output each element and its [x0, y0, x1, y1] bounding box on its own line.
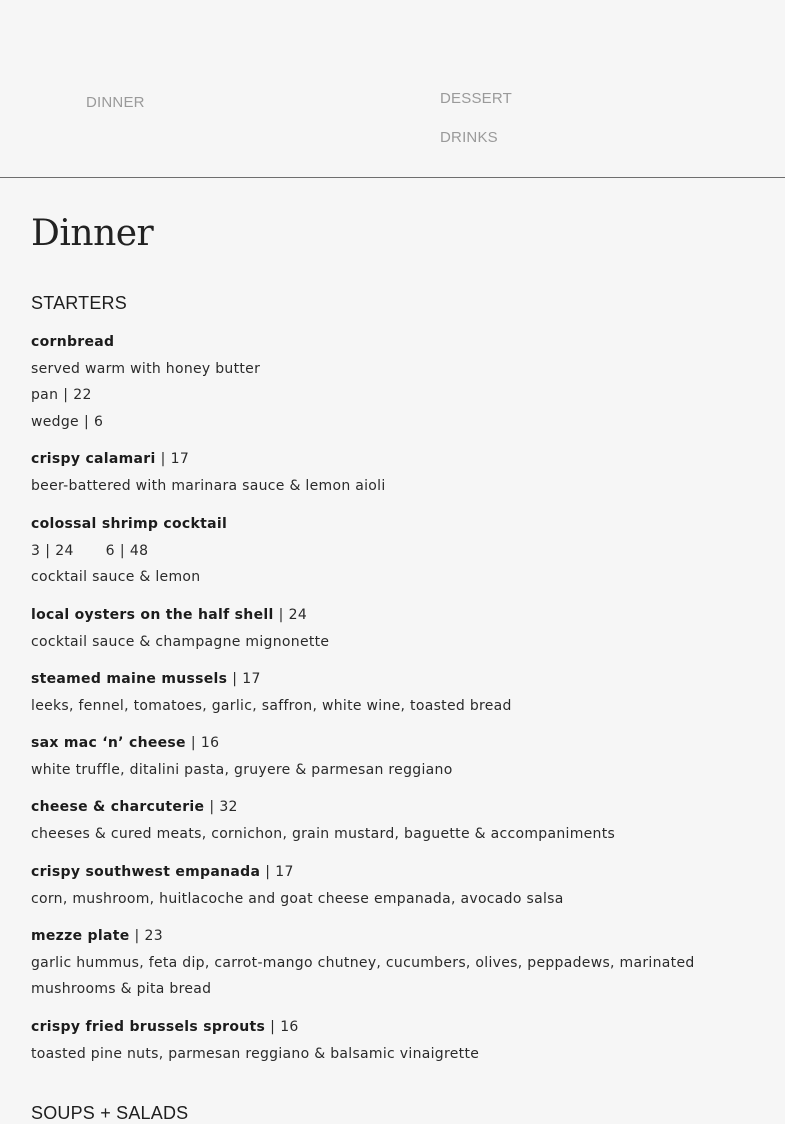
- item-name: local oysters on the half shell: [31, 607, 274, 623]
- item-option-pan: pan | 22: [31, 387, 92, 403]
- menu-navigation: [0, 0, 785, 178]
- nav-link-drinks[interactable]: DRINKS: [440, 129, 498, 146]
- item-description: garlic hummus, feta dip, carrot-mango chutney, cucumbers, olives, peppadews, marinated mushrooms & pita bread: [31, 954, 695, 997]
- nav-link-dinner[interactable]: DINNER: [86, 94, 145, 111]
- nav-link-dessert[interactable]: DESSERT: [440, 90, 512, 107]
- item-description: toasted pine nuts, parmesan reggiano & balsamic vinaigrette: [31, 1045, 480, 1062]
- menu-item-mac-n-cheese: sax mac ‘n’ cheese | 16 white truffle, ditalini pasta, gruyere & parmesan reggiano: [31, 730, 751, 783]
- item-name: crispy southwest empanada: [31, 864, 261, 880]
- item-prices: 3 | 24 6 | 48: [31, 542, 149, 559]
- item-price: 17: [275, 864, 294, 880]
- menu-item-calamari: crispy calamari | 17 beer-battered with marinara sauce & lemon aioli: [31, 446, 751, 499]
- item-option-wedge: wedge | 6: [31, 413, 104, 430]
- section-heading-starters: STARTERS: [31, 293, 127, 313]
- item-description: leeks, fennel, tomatoes, garlic, saffron, white wine, toasted bread: [31, 697, 512, 714]
- item-price: 16: [280, 1019, 299, 1035]
- menu-item-cornbread: [31, 329, 751, 435]
- item-name: mezze plate: [31, 928, 130, 944]
- item-name: cheese & charcuterie: [31, 799, 205, 815]
- menu-item-empanada: crispy southwest empanada | 17 corn, mushroom, huitlacoche and goat cheese empanada, avocado salsa: [31, 859, 751, 912]
- item-name: steamed maine mussels: [31, 671, 228, 687]
- item-price: 17: [170, 451, 190, 467]
- menu-item-oysters: local oysters on the half shell | 24 cocktail sauce & champagne mignonette: [31, 602, 751, 655]
- menu-item-mussels: steamed maine mussels | 17 leeks, fennel, tomatoes, garlic, saffron, white wine, toasted bread: [31, 666, 751, 719]
- item-description: served warm with honey butter: [31, 360, 261, 377]
- item-name: sax mac ‘n’ cheese: [31, 735, 186, 751]
- item-name: cornbread: [31, 334, 115, 350]
- page-title: Dinner: [31, 213, 154, 254]
- item-name: crispy calamari: [31, 451, 156, 467]
- section-heading-soups-salads: SOUPS + SALADS: [31, 1103, 189, 1123]
- item-price: 17: [242, 671, 261, 687]
- menu-item-charcuterie: cheese & charcuterie | 32 cheeses & cured meats, cornichon, grain mustard, baguette & accompaniments: [31, 794, 751, 847]
- item-price: 16: [200, 735, 220, 751]
- menu-item-shrimp-cocktail: [31, 511, 751, 591]
- item-description: white truffle, ditalini pasta, gruyere & parmesan reggiano: [31, 761, 453, 778]
- item-description: beer-battered with marinara sauce & lemon aioli: [31, 477, 386, 494]
- item-description: cocktail sauce & lemon: [31, 569, 201, 585]
- item-description: cheeses & cured meats, cornichon, grain mustard, baguette & accompaniments: [31, 825, 616, 842]
- item-price: 23: [144, 928, 163, 944]
- item-name: crispy fried brussels sprouts: [31, 1019, 266, 1035]
- item-description: cocktail sauce & champagne mignonette: [31, 633, 330, 650]
- menu-item-brussels-sprouts: crispy fried brussels sprouts | 16 toasted pine nuts, parmesan reggiano & balsamic vinaigrette: [31, 1014, 751, 1067]
- item-price: 24: [288, 607, 308, 623]
- item-description: corn, mushroom, huitlacoche and goat cheese empanada, avocado salsa: [31, 890, 564, 907]
- item-price: 32: [219, 799, 238, 815]
- menu-item-mezze-plate: mezze plate | 23 garlic hummus, feta dip, carrot-mango chutney, cucumbers, olives, peppadews, marinated mushrooms & pita bread: [31, 923, 751, 1003]
- item-name: colossal shrimp cocktail: [31, 516, 228, 532]
